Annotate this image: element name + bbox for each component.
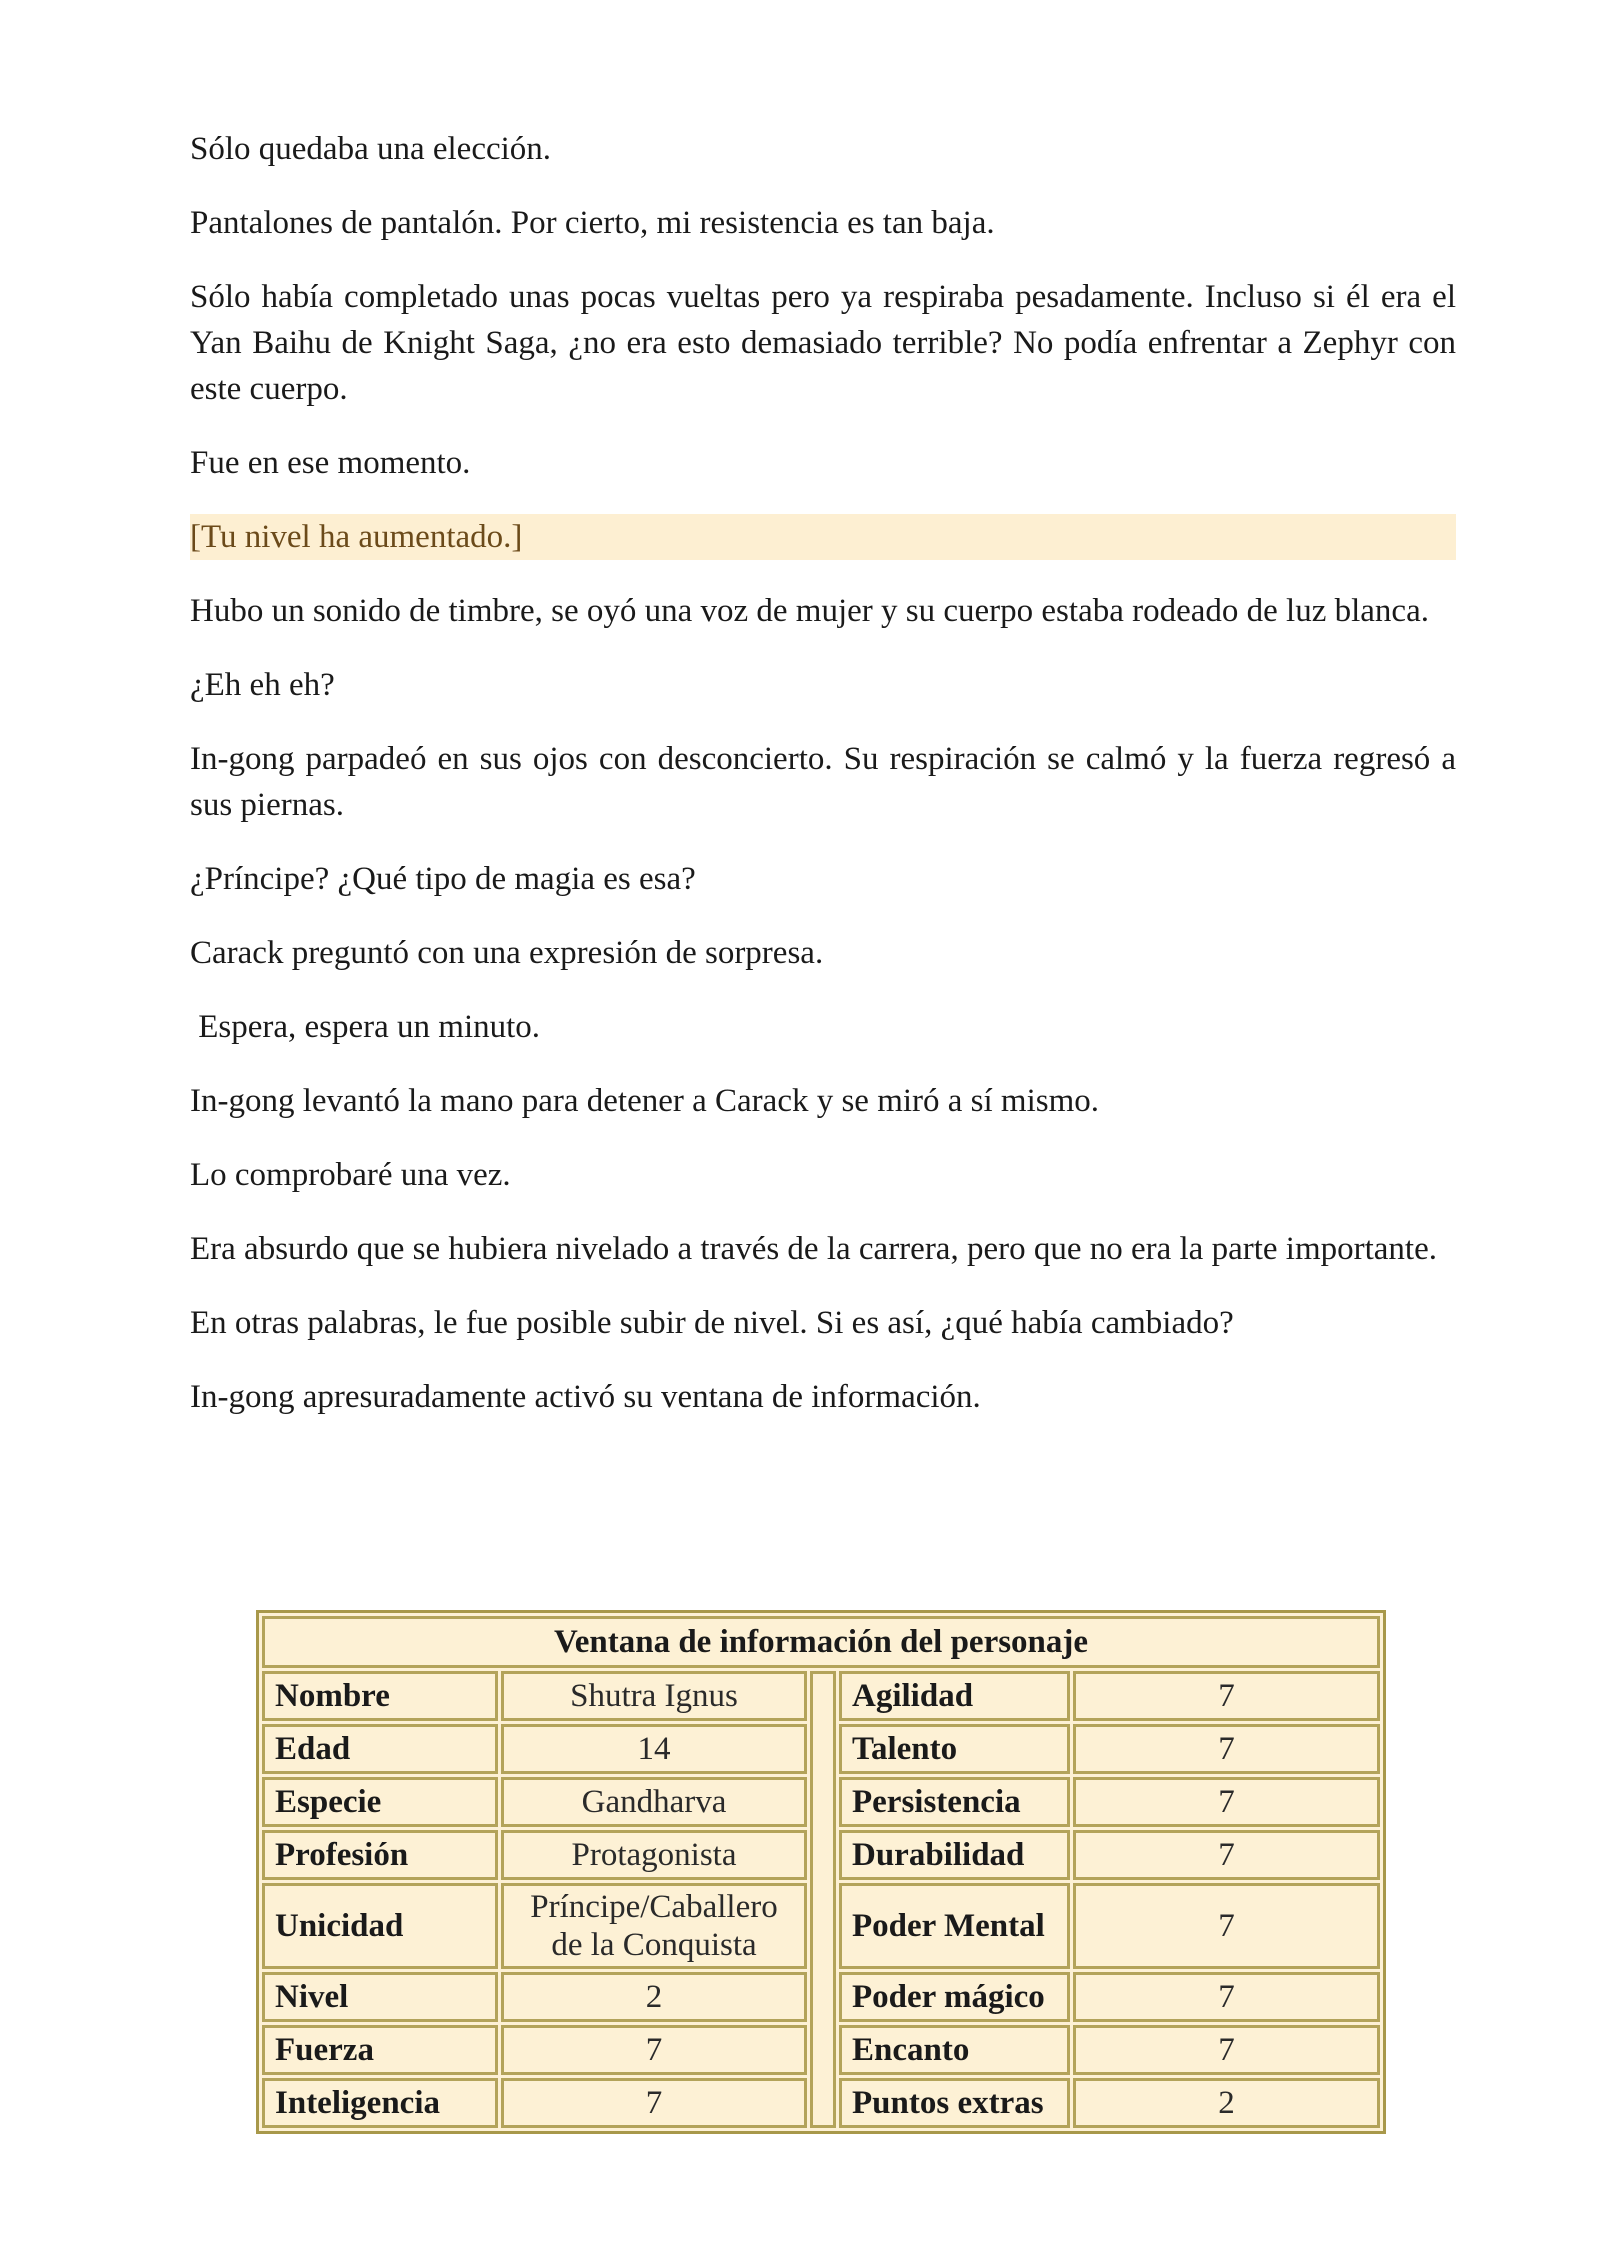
stat-label: Fuerza (262, 2025, 498, 2075)
paragraph: ¿Príncipe? ¿Qué tipo de magia es esa? (190, 861, 696, 897)
paragraph: Hubo un sonido de timbre, se oyó una voz de mujer y su cuerpo estaba rodeado de luz blanca. (190, 593, 1429, 629)
character-info-table (256, 1610, 1386, 2134)
paragraph: Carack preguntó con una expresión de sorpresa. (190, 935, 824, 971)
paragraph: In-gong parpadeó en sus ojos con desconcierto. Su respiración se calmó y la fuerza regresó a sus piernas. (190, 741, 1456, 823)
paragraph: Sólo quedaba una elección. (190, 131, 552, 167)
stat-label: Poder mágico (839, 1972, 1070, 2022)
stat-value: 7 (1073, 1671, 1380, 1721)
stat-value-line: Príncipe/Caballero (530, 1889, 778, 1925)
paragraph: Espera, espera un minuto. (190, 1009, 541, 1045)
stat-label: Persistencia (839, 1777, 1070, 1827)
stat-label: Edad (262, 1724, 498, 1774)
table-title: Ventana de información del personaje (262, 1616, 1380, 1668)
character-info-window (256, 1610, 1386, 2134)
stat-value: Gandharva (501, 1777, 807, 1827)
stat-value: 2 (501, 1972, 807, 2022)
stat-label: Inteligencia (262, 2078, 498, 2128)
stat-label: Encanto (839, 2025, 1070, 2075)
stat-value-line: de la Conquista (551, 1927, 757, 1963)
stat-label: Durabilidad (839, 1830, 1070, 1880)
paragraph: Era absurdo que se hubiera nivelado a través de la carrera, pero que no era la parte importante. (190, 1231, 1437, 1267)
body-text (190, 126, 1456, 1448)
stat-value: Protagonista (501, 1830, 807, 1880)
paragraph: In-gong apresuradamente activó su ventana de información. (190, 1379, 981, 1415)
stat-label: Puntos extras (839, 2078, 1070, 2128)
stat-value: Shutra Ignus (501, 1671, 807, 1721)
paragraph: In-gong levantó la mano para detener a Carack y se miró a sí mismo. (190, 1083, 1100, 1119)
stat-label: Nivel (262, 1972, 498, 2022)
paragraph: ¿Eh eh eh? (190, 667, 335, 703)
table-row (262, 1671, 1380, 1721)
stat-label: Talento (839, 1724, 1070, 1774)
stat-label: Unicidad (262, 1883, 498, 1969)
paragraph: Sólo había completado unas pocas vueltas pero ya respiraba pesadamente. Incluso si él era el Yan Baihu de Knight Saga, ¿no era esto demasiado terrible? No podía enfrentar a Zephyr con este cuerpo. (190, 279, 1456, 407)
stat-label: Poder Mental (839, 1883, 1070, 1969)
stat-value: 2 (1073, 2078, 1380, 2128)
stat-value: 7 (501, 2078, 807, 2128)
stat-label: Nombre (262, 1671, 498, 1721)
stat-value: 7 (1073, 1830, 1380, 1880)
stat-label: Agilidad (839, 1671, 1070, 1721)
stat-value: 7 (1073, 1972, 1380, 2022)
stat-value: 7 (1073, 2025, 1380, 2075)
stat-value: 14 (501, 1724, 807, 1774)
stat-label: Especie (262, 1777, 498, 1827)
stat-value: 7 (1073, 1724, 1380, 1774)
column-divider (810, 1671, 836, 2128)
paragraph: Pantalones de pantalón. Por cierto, mi resistencia es tan baja. (190, 205, 995, 241)
stat-value (501, 1883, 807, 1969)
paragraph: En otras palabras, le fue posible subir de nivel. Si es así, ¿qué había cambiado? (190, 1305, 1234, 1341)
stat-value: 7 (501, 2025, 807, 2075)
stat-label: Profesión (262, 1830, 498, 1880)
paragraph: Lo comprobaré una vez. (190, 1157, 511, 1193)
system-message: [Tu nivel ha aumentado.] (190, 514, 1456, 560)
paragraph: Fue en ese momento. (190, 445, 471, 481)
stat-value: 7 (1073, 1777, 1380, 1827)
stat-value: 7 (1073, 1883, 1380, 1969)
